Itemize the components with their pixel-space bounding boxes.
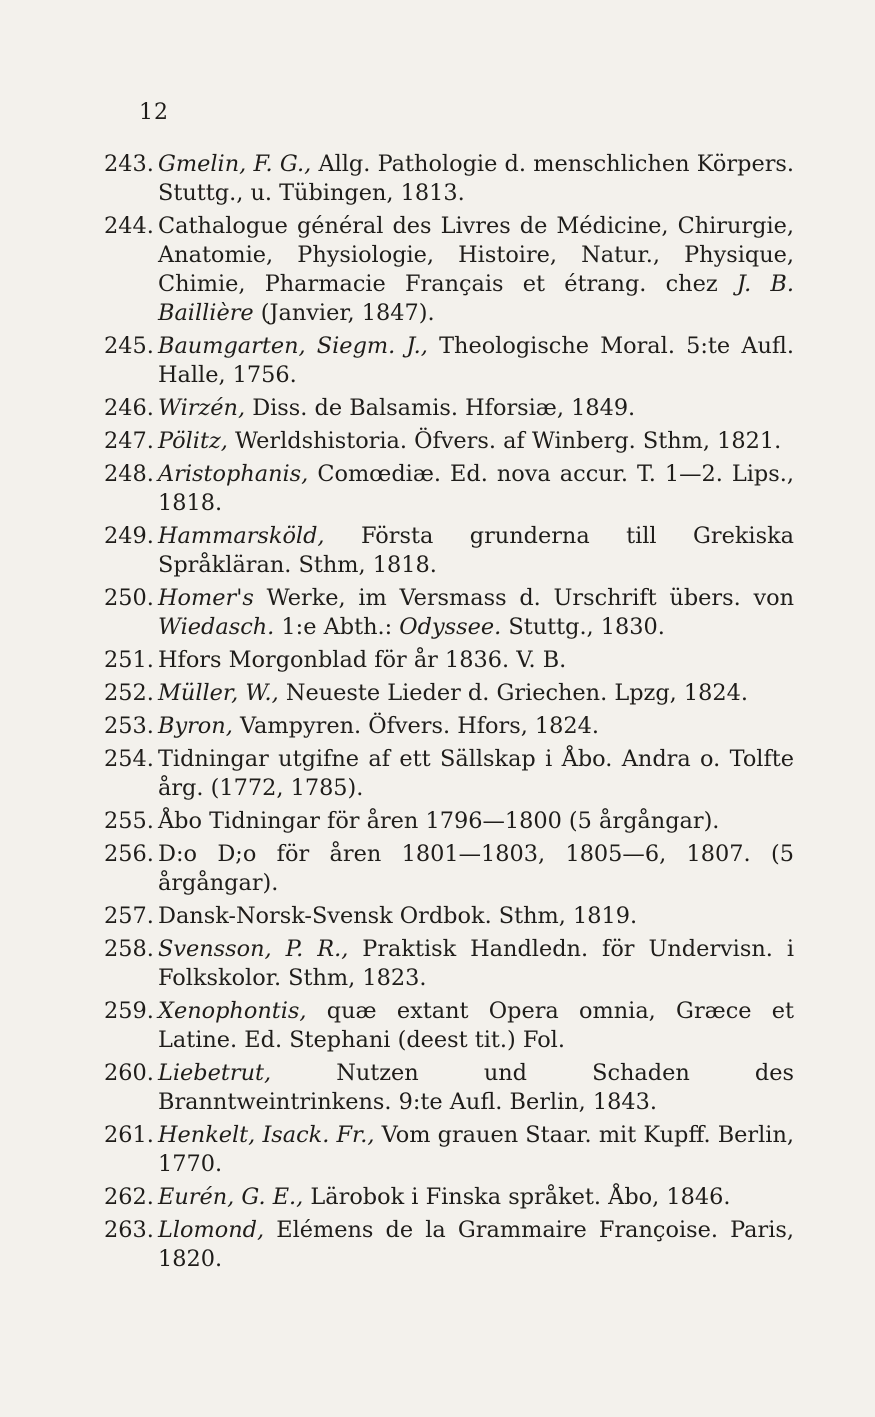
entry-text: D:o D;o för åren 1801—1803, 1805—6, 1807. (5 årgångar). (158, 841, 794, 896)
entry-text: Werke, im Versmass d. Urschrift übers. von (253, 585, 794, 611)
entry-text: Elémens de la Grammaire Françoise. Paris, 1820. (158, 1217, 794, 1272)
entry-text: Vampyren. Öfvers. Hfors, 1824. (232, 713, 600, 739)
entry-author: Gmelin, F. G., (158, 151, 312, 177)
entry-number: 250. (104, 585, 154, 611)
entry-text: Lärobok i Finska språket. Åbo, 1846. (303, 1184, 731, 1210)
entry-number: 260. (104, 1060, 154, 1086)
catalogue-entry (104, 332, 794, 390)
entry-text: Hfors Morgonblad för år 1836. V. B. (158, 647, 567, 673)
entry-text: Första grunderna till Grekiska Språkläran. Sthm, 1818. (158, 523, 794, 578)
catalogue-entry (104, 1216, 794, 1274)
catalogue-entry (104, 745, 794, 803)
entry-author: Llomond, (158, 1217, 265, 1243)
entry-author: Liebetrut, (158, 1060, 272, 1086)
entry-author: Wirzén, (158, 395, 246, 421)
entry-number: 257. (104, 903, 154, 929)
entry-author: Pölitz, (158, 428, 228, 454)
entry-text: quæ extant Opera omnia, Græce et Latine. Ed. Stephani (deest tit.) Fol. (158, 998, 794, 1053)
catalogue-entry-list (104, 150, 794, 1274)
catalogue-entry (104, 935, 794, 993)
entry-text: Werldshistoria. Öfvers. af Winberg. Sthm, 1821. (227, 428, 782, 454)
catalogue-entry (104, 679, 794, 708)
catalogue-entry (104, 997, 794, 1055)
catalogue-entry (104, 427, 794, 456)
entry-number: 246. (104, 395, 154, 421)
entry-number: 248. (104, 461, 154, 487)
entry-text: Vom grauen Staar. mit Kupff. Berlin, 1770. (158, 1122, 794, 1177)
entry-number: 244. (104, 213, 154, 239)
catalogue-entry (104, 1059, 794, 1117)
entry-text: Dansk-Norsk-Svensk Ordbok. Sthm, 1819. (158, 903, 638, 929)
catalogue-entry (104, 584, 794, 642)
catalogue-entry (104, 1183, 794, 1212)
entry-title-italic: Odyssee. (399, 614, 502, 640)
entry-number: 256. (104, 841, 154, 867)
entry-text: (Janvier, 1847). (253, 300, 435, 326)
entry-number: 252. (104, 680, 154, 706)
entry-number: 249. (104, 523, 154, 549)
entry-author: Müller, W., (158, 680, 279, 706)
catalogue-entry (104, 522, 794, 580)
catalogue-entry (104, 394, 794, 423)
entry-number: 254. (104, 746, 154, 772)
entry-number: 259. (104, 998, 154, 1024)
catalogue-entry (104, 646, 794, 675)
entry-number: 255. (104, 808, 154, 834)
entry-text: Praktisk Handledn. för Undervisn. i Folkskolor. Sthm, 1823. (158, 936, 794, 991)
entry-text: Cathalogue général des Livres de Médicine, Chirurgie, Anatomie, Physiologie, Histoire, Natur., Physique, Chimie, Pharmacie Français et étrang. chez (158, 213, 794, 297)
entry-author: Hammarsköld, (158, 523, 325, 549)
entry-number: 243. (104, 151, 154, 177)
entry-text: Åbo Tidningar för åren 1796—1800 (5 årgångar). (158, 808, 720, 834)
entry-author: Svensson, P. R., (158, 936, 349, 962)
entry-text: Comœdiæ. Ed. nova accur. T. 1—2. Lips., 1818. (158, 461, 794, 516)
catalogue-entry (104, 807, 794, 836)
entry-text: Theologische Moral. 5:te Aufl. Halle, 1756. (158, 333, 794, 388)
entry-number: 258. (104, 936, 154, 962)
entry-number: 251. (104, 647, 154, 673)
entry-author: J. B. Baillière (158, 271, 794, 326)
entry-text: Nutzen und Schaden des Branntweintrinkens. 9:te Aufl. Berlin, 1843. (158, 1060, 794, 1115)
entry-author: Wiedasch. (158, 614, 275, 640)
entry-author: Homer's (158, 585, 254, 611)
entry-author: Xenophontis, (158, 998, 307, 1024)
entry-number: 253. (104, 713, 154, 739)
entry-text: Tidningar utgifne af ett Sällskap i Åbo. Andra o. Tolfte årg. (1772, 1785). (158, 746, 794, 801)
entry-author: Henkelt, Isack. Fr., (158, 1122, 375, 1148)
entry-text: Diss. de Balsamis. Hforsiæ, 1849. (245, 395, 636, 421)
entry-text: Stuttg., 1830. (501, 614, 665, 640)
page-number: 12 (139, 100, 169, 125)
entry-number: 262. (104, 1184, 154, 1210)
entry-author: Byron, (158, 713, 233, 739)
entry-author: Baumgarten, Siegm. J., (158, 333, 428, 359)
entry-number: 263. (104, 1217, 154, 1243)
catalogue-entry (104, 712, 794, 741)
entry-author: Eurén, G. E., (158, 1184, 304, 1210)
catalogue-entry (104, 1121, 794, 1179)
entry-text: Allg. Pathologie d. menschlichen Körpers. Stuttg., u. Tübingen, 1813. (158, 151, 795, 206)
entry-text: Neueste Lieder d. Griechen. Lpzg, 1824. (278, 680, 749, 706)
entry-author: Aristophanis, (158, 461, 309, 487)
entry-number: 247. (104, 428, 154, 454)
entry-number: 245. (104, 333, 154, 359)
entry-text: 1:e Abth.: (274, 614, 400, 640)
entry-number: 261. (104, 1122, 154, 1148)
catalogue-entry (104, 212, 794, 328)
catalogue-entry (104, 150, 794, 208)
catalogue-entry (104, 902, 794, 931)
catalogue-entry (104, 840, 794, 898)
catalogue-entry (104, 460, 794, 518)
